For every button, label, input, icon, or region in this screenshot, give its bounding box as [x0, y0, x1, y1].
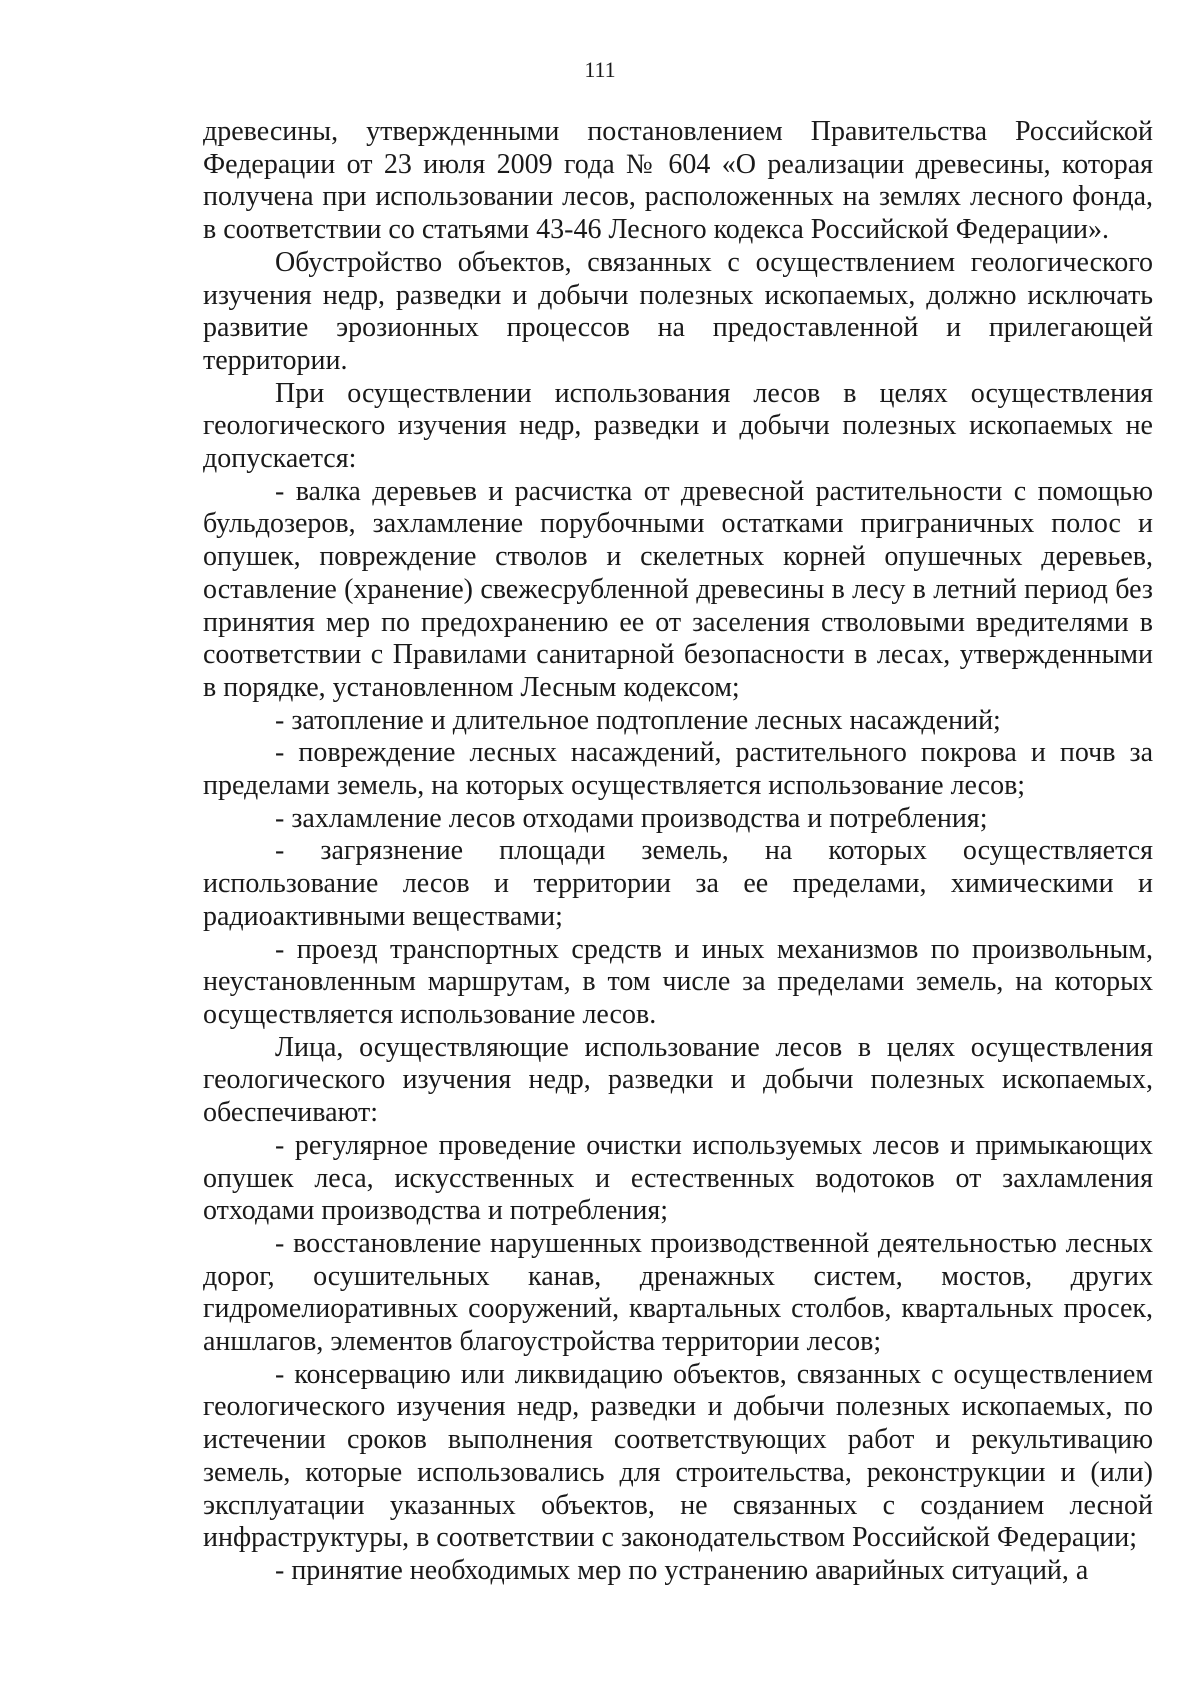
paragraph-prohibitions-intro: При осуществлении использования лесов в целях осуществления геологического изучения недр, разведки и добычи полезных ископаемых не допускается:	[203, 377, 1153, 475]
paragraph-obligations-intro: Лица, осуществляющие использование лесов в целях осуществления геологического изучения недр, разведки и добычи полезных ископаемых, обеспечивают:	[203, 1031, 1153, 1129]
list-item-obligation: - регулярное проведение очистки используемых лесов и примыкающих опушек леса, искусственных и естественных водотоков от захламления отходами производства и потребления;	[203, 1129, 1153, 1227]
list-item-obligation: - восстановление нарушенных производственной деятельностью лесных дорог, осушительных канав, дренажных систем, мостов, других гидромелиоративных сооружений, квартальных столбов, квартальных просек, аншлагов, элементов благоустройства территории лесов;	[203, 1227, 1153, 1358]
list-item-prohibition: - захламление лесов отходами производства и потребления;	[275, 802, 988, 834]
paragraph-construction-requirements: Обустройство объектов, связанных с осуществлением геологического изучения недр, разведки и добычи полезных ископаемых, должно исключать развитие эрозионных процессов на предоставленной и прилегающей территории.	[203, 246, 1153, 376]
list-item-prohibition: - затопление и длительное подтопление лесных насаждений;	[275, 704, 1001, 736]
list-item-prohibition: - повреждение лесных насаждений, растительного покрова и почв за пределами земель, на которых осуществляется использование лесов;	[203, 737, 1153, 802]
page-number: 111	[584, 57, 616, 82]
document-body	[203, 116, 1153, 1588]
paragraph-continuation: древесины, утвержденными постановлением Правительства Российской Федерации от 23 июля 2009 года № 604 «О реализации древесины, которая получена при использовании лесов, расположенных на землях лесного фонда, в соответствии со статьями 43-46 Лесного кодекса Российской Федерации».	[203, 116, 1153, 246]
list-item-obligation: - принятие необходимых мер по устранению аварийных ситуаций, а	[275, 1554, 1089, 1586]
list-item-prohibition: - проезд транспортных средств и иных механизмов по произвольным, неустановленным маршрутам, в том числе за пределами земель, на которых осуществляется использование лесов.	[203, 933, 1153, 1030]
list-item-prohibition: - валка деревьев и расчистка от древесной растительности с помощью бульдозеров, захламление порубочными остатками приграничных полос и опушек, повреждение стволов и скелетных корней опушечных деревьев, оставление (хранение) свежесрубленной древесины в лесу в летний период без принятия мер по предохранению ее от заселения стволовыми вредителями в соответствии с Правилами санитарной безопасности в лесах, утвержденными в порядке, установленном Лесным кодексом;	[203, 475, 1153, 703]
list-item-obligation: - консервацию или ликвидацию объектов, связанных с осуществлением геологического изучения недр, разведки и добычи полезных ископаемых, по истечении сроков выполнения соответствующих работ и рекультивацию земель, которые использовались для строительства, реконструкции и (или) эксплуатации указанных объектов, не связанных с созданием лесной инфраструктуры, в соответствии с законодательством Российской Федерации;	[203, 1358, 1153, 1554]
list-item-prohibition: - загрязнение площади земель, на которых осуществляется использование лесов и территории за ее пределами, химическими и радиоактивными веществами;	[203, 835, 1153, 932]
